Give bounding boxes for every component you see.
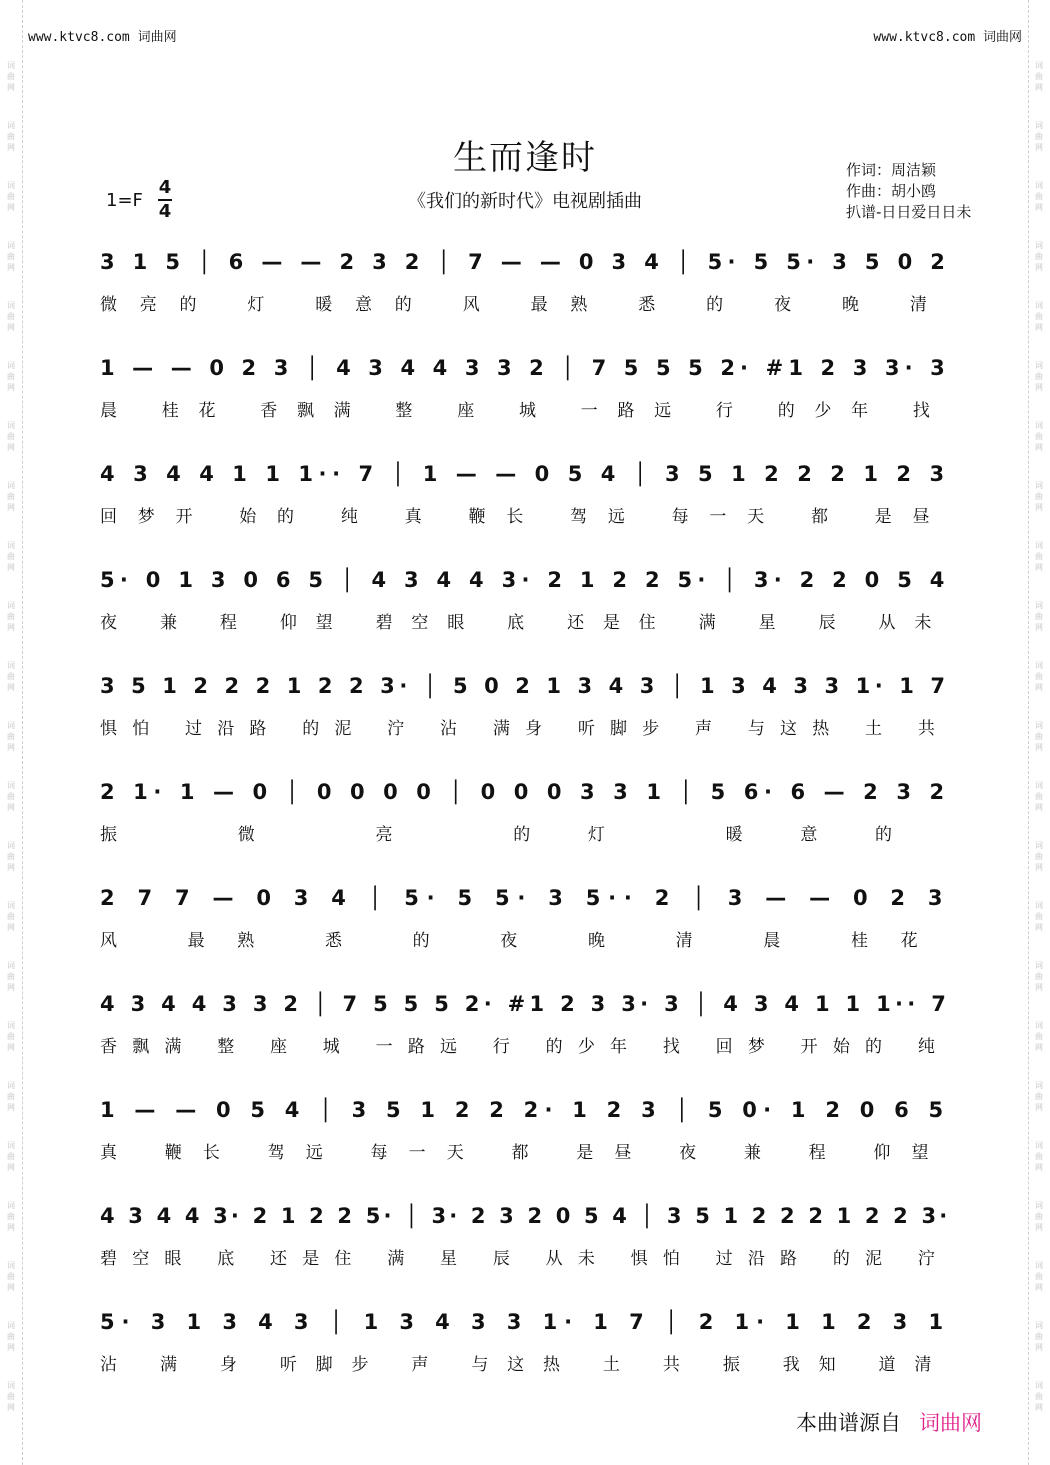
lyric-line: 风 最熟 悉 的 夜 晚 清 晨 桂花: [100, 931, 951, 951]
side-watermark-text: 词 曲 网: [7, 661, 15, 692]
side-watermark-text: 词 曲 网: [7, 61, 15, 92]
notation-line: 1 — — 0 2 3 │ 4 3 4 4 3 3 2 │ 7 5 5 5 2· #1 2 3 3· 3: [100, 356, 950, 380]
side-watermark-text: 词 曲 网: [7, 841, 15, 872]
side-watermark-text: 词 曲 网: [1035, 481, 1043, 512]
side-watermark-text: 词 曲 网: [1035, 1081, 1043, 1112]
side-watermark-text: 词 曲 网: [7, 121, 15, 152]
side-watermark-text: 词 曲 网: [7, 361, 15, 392]
score-row: [100, 356, 960, 446]
footer-source: [796, 1407, 982, 1437]
left-margin-line: [22, 0, 23, 1465]
lyric-line: 碧空眼 底 还是住 满 星 辰 从未 惧怕 过沿路 的泥 泞: [100, 1249, 951, 1269]
side-watermark-text: 词 曲 网: [1035, 301, 1043, 332]
lyric-line: 沾 满 身 听脚步 声 与这热 土 共 振 我知 道清: [100, 1355, 951, 1375]
side-watermark-text: 词 曲 网: [7, 781, 15, 812]
song-subtitle: 《我们的新时代》电视剧插曲: [408, 191, 642, 212]
notation-line: 3 5 1 2 2 2 1 2 2 3· │ 5 0 2 1 3 4 3 │ 1 3 4 3 3 1· 1 7: [100, 674, 950, 698]
footer-source-label: 本曲谱源自: [796, 1411, 901, 1435]
score-row: [100, 1204, 960, 1294]
side-watermark-text: 词 曲 网: [7, 901, 15, 932]
side-watermark-text: 词 曲 网: [1035, 181, 1043, 212]
score-row: [100, 462, 960, 552]
side-watermark-text: 词 曲 网: [7, 1321, 15, 1352]
side-watermark-text: 词 曲 网: [1035, 61, 1043, 92]
site-url-right: www.ktvc8.com 词曲网: [873, 30, 1022, 45]
lyricist-credit: 作词：周洁颖: [846, 161, 937, 179]
song-title: 生而逢时: [453, 138, 597, 178]
notation-line: 1 — — 0 5 4 │ 3 5 1 2 2 2· 1 2 3 │ 5 0· 1 2 0 6 5: [100, 1098, 950, 1122]
side-watermark-text: 词 曲 网: [1035, 361, 1043, 392]
credits-block: [846, 160, 971, 223]
score-row: [100, 780, 960, 870]
lyric-line: 回梦开 始的 纯 真 鞭长 驾远 每一天 都 是昼: [100, 507, 951, 527]
side-watermark-text: 词 曲 网: [7, 421, 15, 452]
lyric-line: 真 鞭长 驾远 每一天 都 是昼 夜 兼 程 仰望: [100, 1143, 950, 1163]
meter-bottom: 4: [158, 201, 172, 222]
composer-credit: 作曲：胡小鸥: [846, 182, 937, 200]
right-margin-line: [1028, 0, 1029, 1465]
side-watermark-text: 词 曲 网: [1035, 421, 1043, 452]
notation-line: 5· 3 1 3 4 3 │ 1 3 4 3 3 1· 1 7 │ 2 1· 1 1 2 3 1: [100, 1310, 951, 1334]
side-watermark-text: 词 曲 网: [1035, 1201, 1043, 1232]
time-signature: [158, 178, 172, 222]
side-watermark-text: 词 曲 网: [1035, 901, 1043, 932]
side-watermark-text: 词 曲 网: [1035, 1021, 1043, 1052]
side-watermark-text: 词 曲 网: [1035, 721, 1043, 752]
side-watermark-text: 词 曲 网: [7, 961, 15, 992]
score-row: [100, 1310, 960, 1400]
side-watermark-text: 词 曲 网: [7, 601, 15, 632]
side-watermark-text: 词 曲 网: [1035, 781, 1043, 812]
side-watermark-text: 词 曲 网: [1035, 121, 1043, 152]
side-watermark-text: 词 曲 网: [1035, 241, 1043, 272]
transcriber-credit: 扒谱-日日爱日日未: [846, 203, 972, 221]
site-url-left: www.ktvc8.com 词曲网: [28, 30, 177, 45]
side-watermark-text: 词 曲 网: [1035, 1381, 1043, 1412]
score-row: [100, 568, 960, 658]
side-watermark-text: 词 曲 网: [7, 1081, 15, 1112]
side-watermark-text: 词 曲 网: [7, 1201, 15, 1232]
lyric-line: 微亮的 灯 暖意的 风 最熟 悉 的 夜 晚 清: [100, 295, 950, 315]
score-row: [100, 674, 960, 764]
side-watermark-text: 词 曲 网: [7, 1261, 15, 1292]
side-watermark-text: 词 曲 网: [7, 301, 15, 332]
side-watermark-text: 词 曲 网: [1035, 601, 1043, 632]
footer-brand: 词曲网: [919, 1411, 982, 1435]
score-row: [100, 1098, 960, 1188]
side-watermark-text: 词 曲 网: [1035, 1261, 1043, 1292]
side-watermark-text: 词 曲 网: [1035, 1141, 1043, 1172]
meter-top: 4: [158, 177, 172, 198]
side-watermark-text: 词 曲 网: [7, 181, 15, 212]
side-watermark-text: 词 曲 网: [1035, 1321, 1043, 1352]
notation-line: 4 3 4 4 1 1 1·· 7 │ 1 — — 0 5 4 │ 3 5 1 2 2 2 1 2 3: [100, 462, 950, 486]
notation-line: 5· 0 1 3 0 6 5 │ 4 3 4 4 3· 2 1 2 2 5· │ 3· 2 2 0 5 4: [100, 568, 950, 592]
side-watermark-text: 词 曲 网: [7, 481, 15, 512]
lyric-line: 香飘满 整 座 城 一路远 行 的少年 找 回梦 开始的 纯: [100, 1037, 951, 1057]
score-row: [100, 886, 960, 976]
side-watermark-text: 词 曲 网: [7, 541, 15, 572]
side-watermark-text: 词 曲 网: [7, 1381, 15, 1412]
lyric-line: 夜 兼 程 仰望 碧空眼 底 还是住 满 星 辰 从未: [100, 613, 951, 633]
notation-line: 4 3 4 4 3 3 2 │ 7 5 5 5 2· #1 2 3 3· 3 │ 4 3 4 1 1 1·· 7: [100, 992, 951, 1016]
key-signature: 1=F: [106, 190, 143, 211]
side-watermark-text: 词 曲 网: [1035, 841, 1043, 872]
score-row: [100, 992, 960, 1082]
lyric-line: 惧怕 过沿路 的泥 泞 沾 满身 听脚步 声 与这热 土 共: [100, 719, 951, 739]
side-watermark-text: 词 曲 网: [1035, 541, 1043, 572]
notation-line: 2 7 7 — 0 3 4 │ 5· 5 5· 3 5·· 2 │ 3 — — 0 2 3: [100, 886, 951, 910]
notation-line: 2 1· 1 — 0 │ 0 0 0 0 │ 0 0 0 3 3 1 │ 5 6· 6 — 2 3 2: [100, 780, 950, 804]
score-row: [100, 250, 960, 340]
side-watermark-text: 词 曲 网: [7, 1141, 15, 1172]
side-watermark-text: 词 曲 网: [1035, 661, 1043, 692]
notation-line: 3 1 5 │ 6 — — 2 3 2 │ 7 — — 0 3 4 │ 5· 5 5· 3 5 0 2: [100, 250, 951, 274]
notation-line: 4 3 4 4 3· 2 1 2 2 5· │ 3· 2 3 2 0 5 4 │ 3 5 1 2 2 2 1 2 2 3·: [100, 1204, 951, 1228]
side-watermark-text: 词 曲 网: [7, 241, 15, 272]
lyric-line: 振 微 亮 的灯 暖意的: [100, 825, 950, 845]
side-watermark-text: 词 曲 网: [1035, 961, 1043, 992]
side-watermark-text: 词 曲 网: [7, 721, 15, 752]
side-watermark-text: 词 曲 网: [7, 1021, 15, 1052]
lyric-line: 晨 桂花 香飘满 整 座 城 一路远 行 的少年 找: [100, 401, 950, 421]
